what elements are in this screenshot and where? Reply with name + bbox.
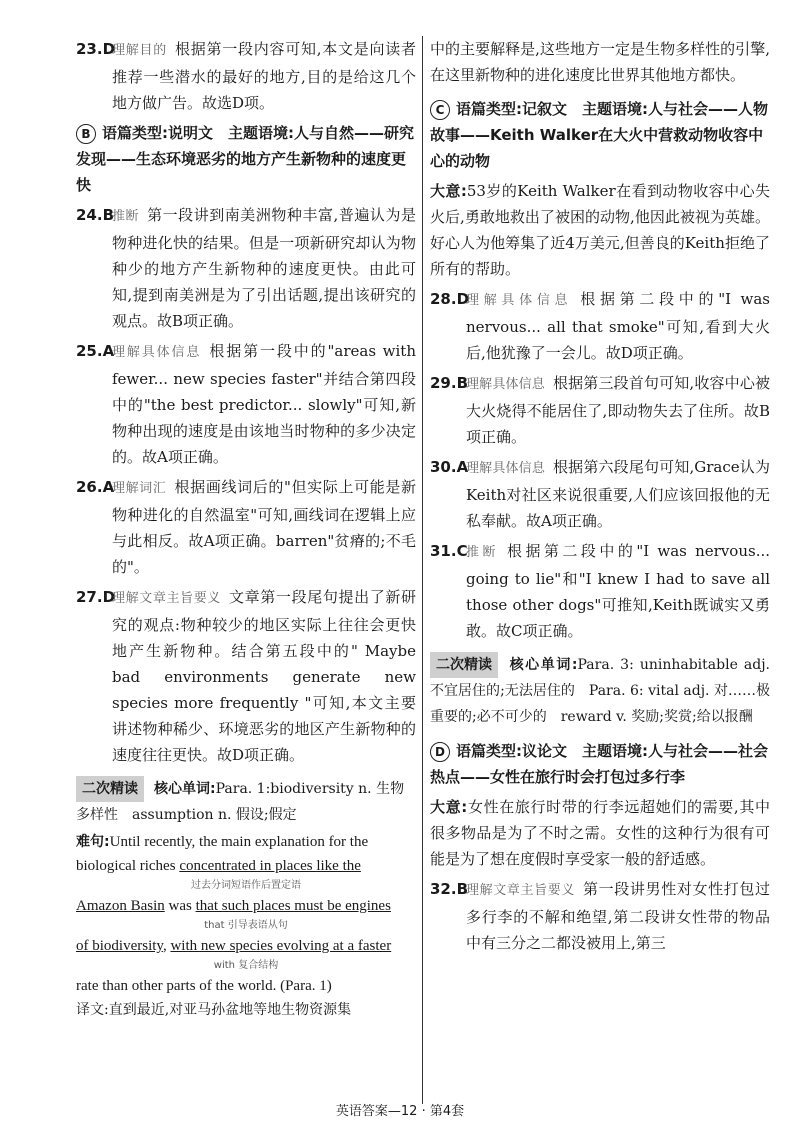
question-type-tag: 理解文章主旨要义 xyxy=(112,591,222,606)
hard-sentence xyxy=(76,830,416,1022)
answer-number: 28.D xyxy=(430,290,470,308)
hard-line: Until recently, the main explanation for the xyxy=(109,834,369,850)
hard-line: was xyxy=(164,898,196,914)
section-heading: 语篇类型:议论文 主题语境:人与社会——社会热点——女性在旅行时会打包过多行李 xyxy=(430,742,768,786)
section-d-header xyxy=(430,738,770,790)
grammar-note: that 引导表语从句 xyxy=(204,920,288,931)
gist-d xyxy=(430,794,770,872)
review-block xyxy=(430,652,770,730)
answer-body xyxy=(112,338,416,470)
answer-text: 根据第二段中的"I was nervous... all that smoke"可知,看到大火后,他犹豫了一会儿。故D项正确。 xyxy=(466,290,770,362)
underlined-phrase: that such places must be engines xyxy=(195,898,391,914)
answer-body xyxy=(466,538,770,644)
hard-line: biological riches xyxy=(76,858,180,874)
answer-27 xyxy=(76,584,416,768)
answer-30 xyxy=(430,454,770,534)
translation: 译文:直到最近,对亚马孙盆地等地生物资源集 xyxy=(76,1002,352,1018)
section-b-header xyxy=(76,120,416,198)
section-heading: 语篇类型:说明文 主题语境:人与自然——研究发现——生态环境恶劣的地方产生新物种的速度更快 xyxy=(76,124,414,194)
review-words: Para. 1:biodiversity n. 生物多样性 assumption n. 假设;假定 xyxy=(76,781,405,823)
answer-number: 32.B xyxy=(430,880,469,898)
left-column xyxy=(76,36,416,1022)
answer-body xyxy=(112,202,416,334)
question-type-tag: 理解具体信息 xyxy=(466,293,573,308)
review-label: 核心单词: xyxy=(508,657,578,673)
underlined-phrase: of biodiversity xyxy=(76,938,163,954)
question-type-tag: 理解具体信息 xyxy=(466,461,545,476)
review-label: 核心单词: xyxy=(154,781,216,797)
answer-26 xyxy=(76,474,416,580)
answer-text: 文章第一段尾句提出了新研究的观点:物种较少的地区实际上往往会更快地产生新物种。结合第五段中的" Maybe bad environments generate new species more frequently "可知,本文主要讲述物种稀少、环境恶劣的地区产生新物种的速度往往更快。故D项正确。 xyxy=(112,588,416,764)
answer-number: 23.D xyxy=(76,40,116,58)
question-type-tag: 推断 xyxy=(112,209,140,224)
answer-number: 31.C xyxy=(430,542,468,560)
gist-c xyxy=(430,178,770,282)
hard-line: rate than other parts of the world. (Para. 1) xyxy=(76,978,332,994)
question-type-tag: 理解词汇 xyxy=(112,481,167,496)
section-heading: 语篇类型:记叙文 主题语境:人与社会——人物故事——Keith Walker在大火中营救动物收容中心的动物 xyxy=(430,100,768,170)
right-column xyxy=(430,36,770,956)
page-footer: 英语答案—12 · 第4套 xyxy=(335,1104,465,1119)
question-type-tag: 理解具体信息 xyxy=(112,345,202,360)
underlined-phrase: Amazon Basin xyxy=(76,898,165,914)
review-badge: 二次精读 xyxy=(76,776,144,802)
answer-body xyxy=(466,370,770,450)
answer-number: 26.A xyxy=(76,478,115,496)
answer-body xyxy=(466,286,770,366)
hard-sentence-label: 难句: xyxy=(76,834,110,850)
answer-text: 根据第一段内容可知,本文是向读者推荐一些潜水的最好的地方,目的是给这几个地方做广告。故选D项。 xyxy=(112,40,416,112)
hard-line: , xyxy=(162,938,171,954)
gist-text: 53岁的Keith Walker在看到动物收容中心失火后,勇敢地救出了被困的动物,他因此被视为英雄。好心人为他筹集了近4万美元,但善良的Keith拒绝了所有的帮助。 xyxy=(430,182,770,278)
answer-body xyxy=(466,876,770,956)
section-badge: C xyxy=(430,100,450,120)
review-block xyxy=(76,776,416,828)
answer-32 xyxy=(430,876,770,956)
answer-text: 根据第二段中的"I was nervous... going to lie"和"I knew I had to save all those other dogs"可推知,Keith既诚实又勇敢。故C项正确。 xyxy=(466,542,770,640)
grammar-note: 过去分词短语作后置定语 xyxy=(191,880,301,891)
answer-text: 第一段讲到南美洲物种丰富,普遍认为是物种进化快的结果。但是一项新研究却认为物种少的地方产生新物种的速度更快。由此可知,提到南美洲是为了引出话题,提出该研究的观点。故B项正确。 xyxy=(112,206,416,330)
grammar-note: with 复合结构 xyxy=(213,960,279,971)
question-type-tag: 理解具体信息 xyxy=(466,377,545,392)
gist-label: 大意: xyxy=(430,182,467,200)
answer-number: 30.A xyxy=(430,458,469,476)
answer-text: 根据第三段首句可知,收容中心被大火烧得不能居住了,即动物失去了住所。故B项正确。 xyxy=(466,374,770,446)
answer-number: 25.A xyxy=(76,342,115,360)
column-divider xyxy=(422,36,423,1104)
underlined-phrase: with new species evolving at a faster xyxy=(170,938,392,954)
review-words: Para. 3: uninhabitable adj. 不宜居住的;无法居住的 Para. 6: vital adj. 对……极重要的;必不可少的 reward v. 奖励;奖赏;给以报酬 xyxy=(430,657,770,725)
section-c-header xyxy=(430,96,770,174)
gist-label: 大意: xyxy=(430,798,468,816)
answer-text: 根据第六段尾句可知,Grace认为Keith对社区来说很重要,人们应该回报他的无私奉献。故A项正确。 xyxy=(466,458,770,530)
answer-number: 24.B xyxy=(76,206,115,224)
answer-body xyxy=(112,584,416,768)
answer-23 xyxy=(76,36,416,116)
answer-25 xyxy=(76,338,416,470)
question-type-tag: 理解文章主旨要义 xyxy=(466,883,576,898)
answer-text: 第一段讲男性对女性打包过多行李的不解和绝望,第二段讲女性带的物品中有三分之二都没被用上,第三 xyxy=(466,880,770,952)
question-type-tag: 理解目的 xyxy=(112,43,167,58)
section-badge: D xyxy=(430,742,450,762)
review-badge: 二次精读 xyxy=(430,652,498,678)
answer-number: 27.D xyxy=(76,588,116,606)
answer-body xyxy=(112,36,416,116)
section-badge: B xyxy=(76,124,96,144)
underlined-phrase: concentrated in places like the xyxy=(179,858,361,874)
question-type-tag: 推断 xyxy=(466,545,499,560)
answer-28 xyxy=(430,286,770,366)
answer-body xyxy=(466,454,770,534)
answer-31 xyxy=(430,538,770,644)
answer-24 xyxy=(76,202,416,334)
gist-text: 女性在旅行时带的行李远超她们的需要,其中很多物品是为了不时之需。女性的这种行为很有可能是为了想在度假时享受家一般的舒适感。 xyxy=(430,798,770,868)
answer-number: 29.B xyxy=(430,374,469,392)
answer-body xyxy=(112,474,416,580)
answer-text: 根据第一段中的"areas with fewer... new species faster"并结合第四段中的"the best predictor... slowly"可知,新物种出现的速度是由该地当时物种的多少决定的。故A项正确。 xyxy=(112,342,416,466)
continued-translation: 中的主要解释是,这些地方一定是生物多样性的引擎,在这里新物种的进化速度比世界其他地方都快。 xyxy=(430,40,770,84)
answer-text: 根据画线词后的"但实际上可能是新物种进化的自然温室"可知,画线词在逻辑上应与此相反。故A项正确。barren"贫瘠的;不毛的"。 xyxy=(112,478,416,576)
answer-29 xyxy=(430,370,770,450)
